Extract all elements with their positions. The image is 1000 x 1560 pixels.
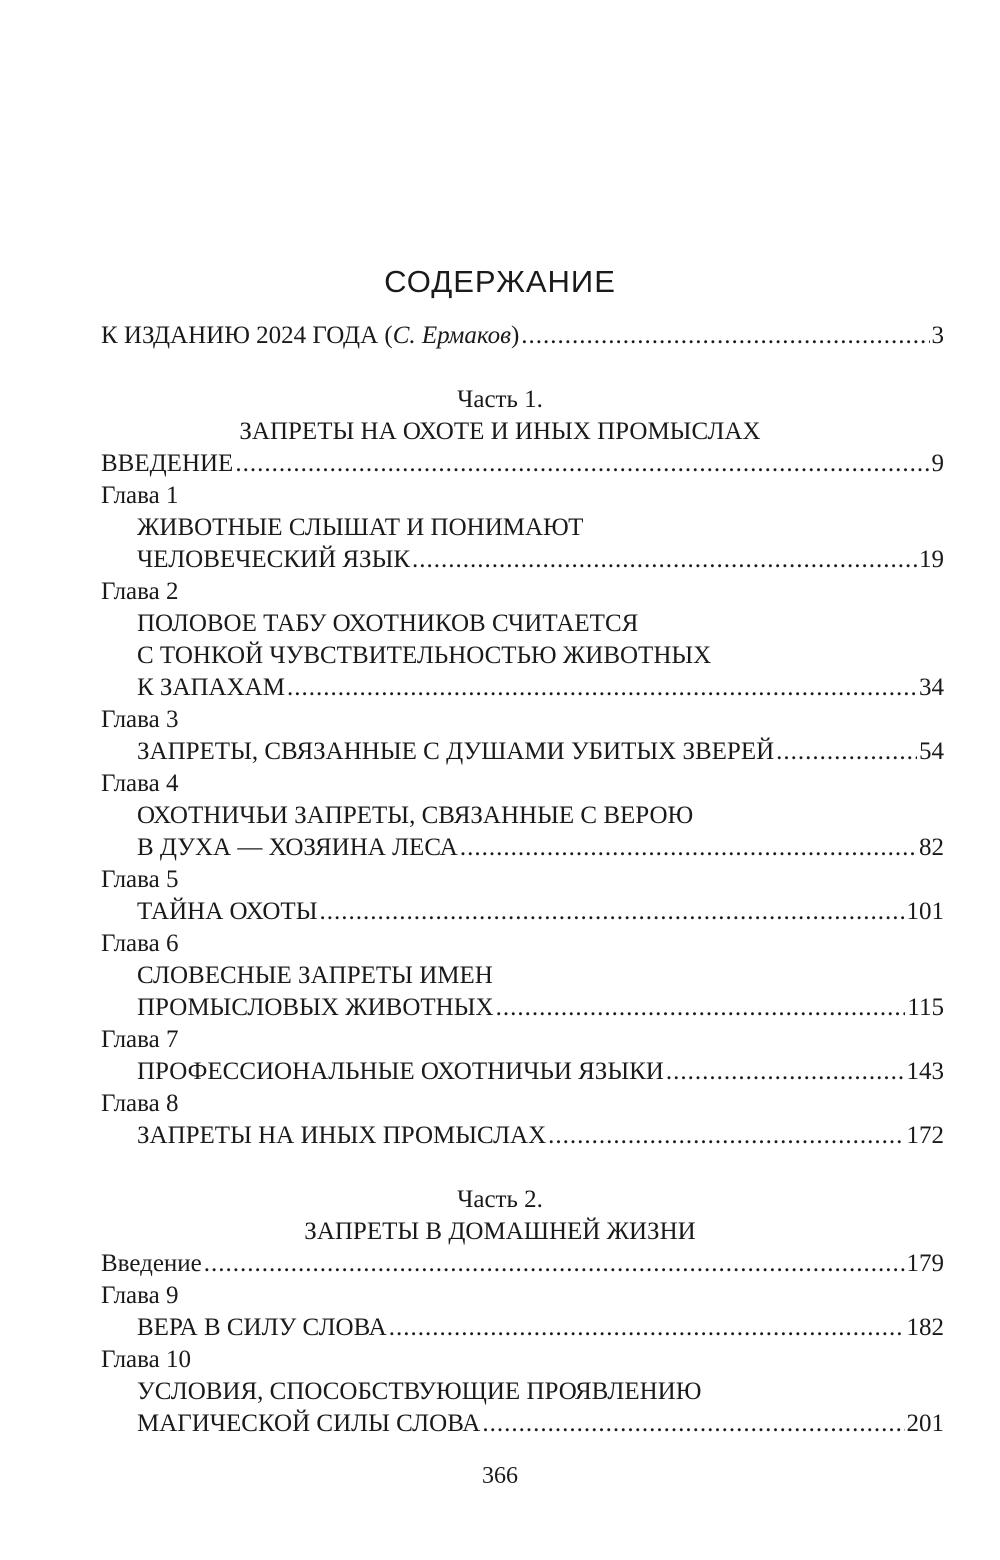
entry-title: ТАЙНА ОХОТЫ: [137, 898, 318, 925]
toc-entry-chapter-1[interactable]: [137, 544, 944, 576]
entry-title: К ИЗДАНИЮ 2024 ГОДА (С. Ермаков): [101, 322, 520, 349]
page-ref: 101: [906, 898, 944, 925]
page-ref: 82: [919, 834, 944, 861]
page-ref: 19: [919, 546, 944, 573]
page-ref: 143: [906, 1058, 944, 1085]
page-ref: 54: [919, 738, 944, 765]
toc-entry-chapter-7[interactable]: [137, 1056, 944, 1088]
part-label: Часть 2.: [457, 1186, 543, 1213]
entry-title: ЧЕЛОВЕЧЕСКИЙ ЯЗЫК: [137, 546, 411, 573]
entry-title: Введение: [101, 1250, 202, 1277]
entry-title: ЗАПРЕТЫ, СВЯЗАННЫЕ С ДУШАМИ УБИТЫХ ЗВЕРЕЙ: [137, 738, 775, 765]
toc-entry-chapter-5[interactable]: [137, 896, 944, 928]
entry-title: ПРОФЕССИОНАЛЬНЫЕ ОХОТНИЧЬИ ЯЗЫКИ: [137, 1058, 664, 1085]
chapter-label: Глава 1: [101, 482, 179, 509]
toc-entry-preface[interactable]: [101, 320, 944, 352]
dot-leader: [460, 832, 917, 864]
chapter-title-line[interactable]: УСЛОВИЯ, СПОСОБСТВУЮЩИЕ ПРОЯВЛЕНИЮ: [137, 1378, 702, 1405]
chapter-title-line[interactable]: ЖИВОТНЫЕ СЛЫШАТ И ПОНИМАЮТ: [137, 514, 584, 541]
page-ref: 179: [906, 1250, 944, 1277]
dot-leader: [389, 1312, 905, 1344]
dot-leader: [496, 992, 906, 1024]
dot-leader: [666, 1056, 905, 1088]
chapter-title-line[interactable]: С ТОНКОЙ ЧУВСТВИТЕЛЬНОСТЬЮ ЖИВОТНЫХ: [137, 642, 712, 669]
part-label: Часть 1.: [457, 386, 543, 413]
dot-leader: [287, 672, 917, 704]
page-ref: 201: [906, 1410, 944, 1437]
entry-title: К ЗАПАХАМ: [137, 674, 285, 701]
part-title: ЗАПРЕТЫ В ДОМАШНЕЙ ЖИЗНИ: [304, 1218, 696, 1245]
chapter-label: Глава 6: [101, 930, 179, 957]
toc-entry-chapter-6[interactable]: [137, 992, 944, 1024]
chapter-label: Глава 7: [101, 1026, 179, 1053]
chapter-label: Глава 8: [101, 1090, 179, 1117]
page-ref: 182: [906, 1314, 944, 1341]
toc-entry-chapter-10[interactable]: [137, 1408, 944, 1440]
page-ref: 3: [931, 322, 944, 349]
author-name: С. Ермаков: [392, 322, 511, 349]
toc-entry-chapter-8[interactable]: [137, 1120, 944, 1152]
page-title: СОДЕРЖАНИЕ: [384, 264, 616, 299]
page-ref: 34: [919, 674, 944, 701]
page-ref: 172: [906, 1122, 944, 1149]
dot-leader: [204, 1248, 905, 1280]
toc-entry-chapter-3[interactable]: [137, 736, 944, 768]
entry-title: В ДУХА — ХОЗЯИНА ЛЕСА: [137, 834, 458, 861]
chapter-label: Глава 9: [101, 1282, 179, 1309]
chapter-label: Глава 4: [101, 770, 179, 797]
page-ref: 115: [907, 994, 944, 1021]
dot-leader: [776, 736, 917, 768]
entry-title: ВВЕДЕНИЕ: [101, 450, 234, 477]
chapter-label: Глава 10: [101, 1346, 191, 1373]
entry-title: ВЕРА В СИЛУ СЛОВА: [137, 1314, 387, 1341]
toc-entry-chapter-2[interactable]: [137, 672, 944, 704]
dot-leader: [482, 1408, 904, 1440]
entry-title: ПРОМЫСЛОВЫХ ЖИВОТНЫХ: [137, 994, 494, 1021]
page-ref: 9: [931, 450, 944, 477]
dot-leader: [521, 320, 929, 352]
entry-title: МАГИЧЕСКОЙ СИЛЫ СЛОВА: [137, 1410, 481, 1437]
chapter-title-line[interactable]: ОХОТНИЧЬИ ЗАПРЕТЫ, СВЯЗАННЫЕ С ВЕРОЮ: [137, 802, 694, 829]
chapter-label: Глава 5: [101, 866, 179, 893]
toc-entry-chapter-9[interactable]: [137, 1312, 944, 1344]
dot-leader: [412, 544, 917, 576]
chapter-title-line[interactable]: СЛОВЕСНЫЕ ЗАПРЕТЫ ИМЕН: [137, 962, 493, 989]
toc-entry-intro[interactable]: [101, 448, 944, 480]
dot-leader: [320, 896, 905, 928]
part-title: ЗАПРЕТЫ НА ОХОТЕ И ИНЫХ ПРОМЫСЛАХ: [239, 418, 761, 445]
chapter-title-line[interactable]: ПОЛОВОЕ ТАБУ ОХОТНИКОВ СЧИТАЕТСЯ: [137, 610, 639, 637]
toc-entry-intro-2[interactable]: [101, 1248, 944, 1280]
dot-leader: [548, 1120, 904, 1152]
chapter-label: Глава 3: [101, 706, 179, 733]
entry-title: ЗАПРЕТЫ НА ИНЫХ ПРОМЫСЛАХ: [137, 1122, 547, 1149]
page-number: 366: [482, 1463, 518, 1489]
chapter-label: Глава 2: [101, 578, 179, 605]
dot-leader: [235, 448, 929, 480]
toc-entry-chapter-4[interactable]: [137, 832, 944, 864]
